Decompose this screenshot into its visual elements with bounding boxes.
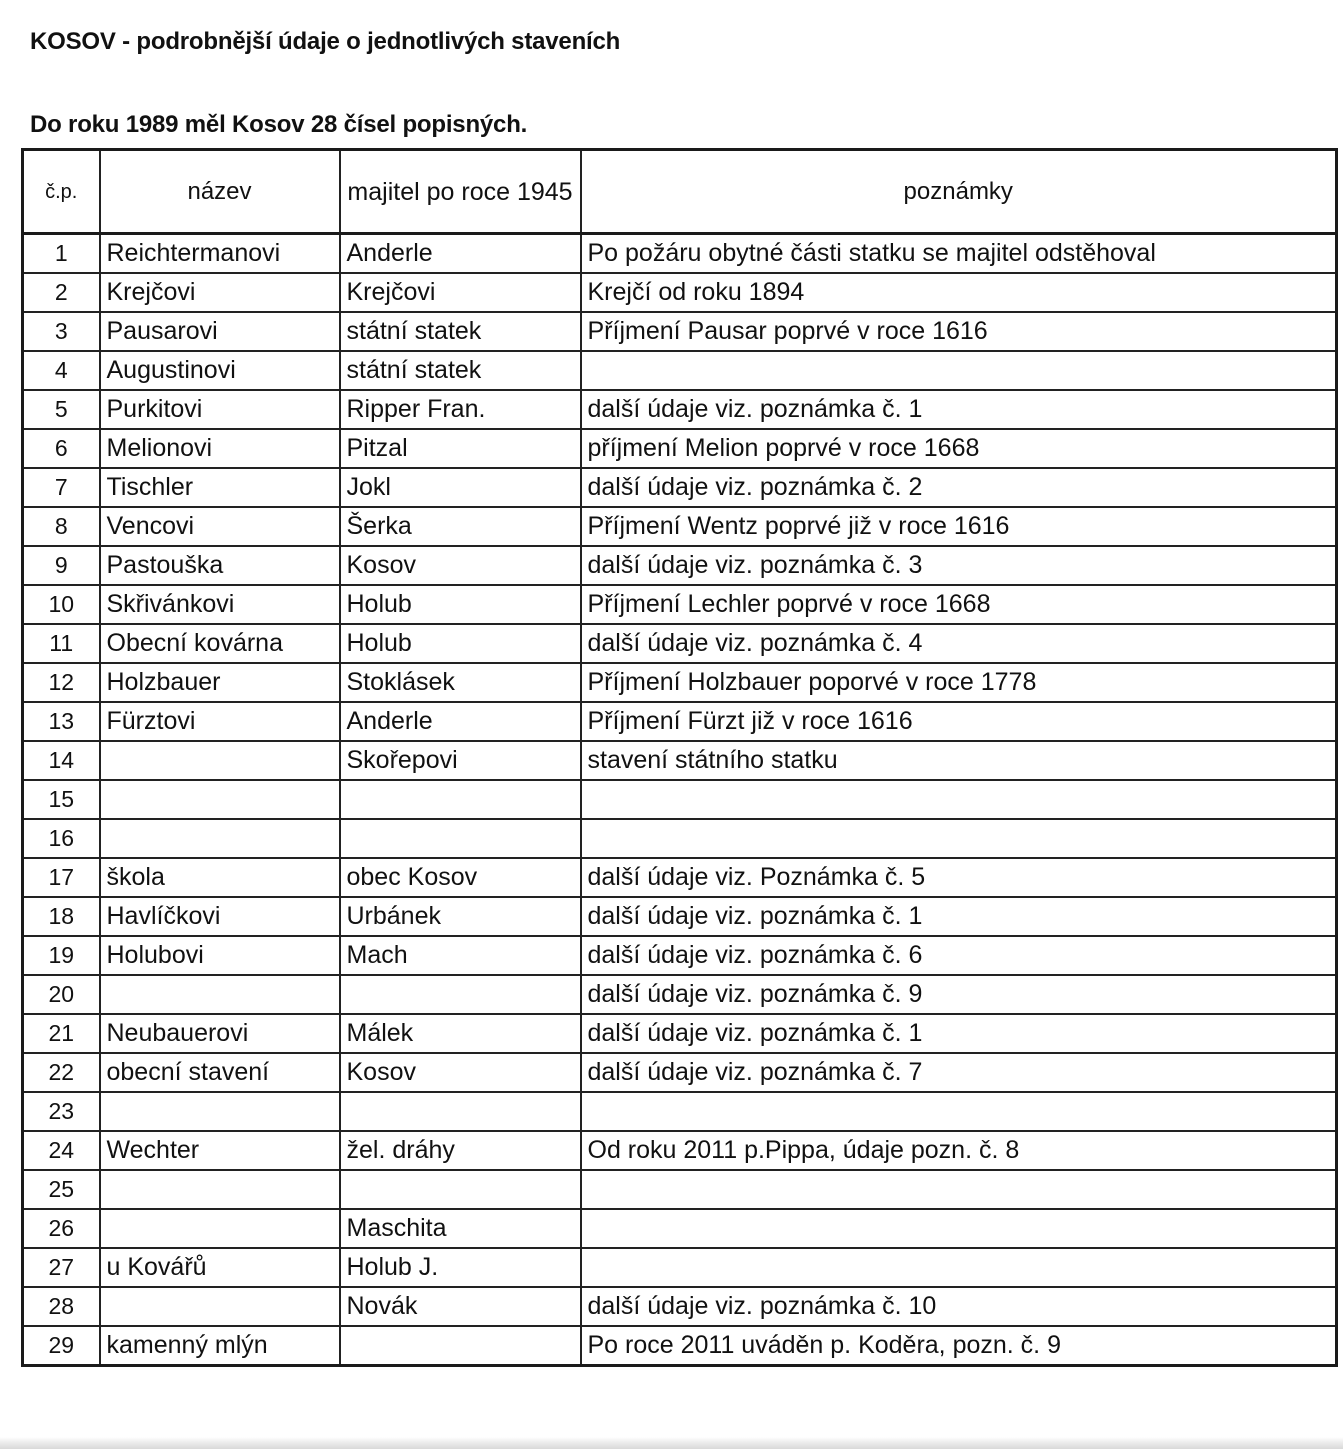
cell-owner xyxy=(340,780,581,819)
cell-owner: Kosov xyxy=(340,1053,581,1092)
cell-notes: Po požáru obytné části statku se majitel odstěhoval xyxy=(581,234,1337,274)
table-row xyxy=(23,1287,1337,1326)
cell-name xyxy=(100,1287,340,1326)
cell-name: u Kovářů xyxy=(100,1248,340,1287)
cell-notes: stavení státního statku xyxy=(581,741,1337,780)
cell-owner: Skořepovi xyxy=(340,741,581,780)
cell-notes: další údaje viz. poznámka č. 10 xyxy=(581,1287,1337,1326)
cell-owner: Urbánek xyxy=(340,897,581,936)
table-row xyxy=(23,507,1337,546)
cell-name xyxy=(100,780,340,819)
cell-notes: Příjmení Lechler poprvé v roce 1668 xyxy=(581,585,1337,624)
cell-cp: 12 xyxy=(23,663,100,702)
table-row xyxy=(23,1131,1337,1170)
cell-notes: Příjmení Holzbauer poporvé v roce 1778 xyxy=(581,663,1337,702)
table-row xyxy=(23,1248,1337,1287)
cell-notes xyxy=(581,819,1337,858)
cell-name: obecní stavení xyxy=(100,1053,340,1092)
table-row xyxy=(23,468,1337,507)
cell-name: Krejčovi xyxy=(100,273,340,312)
cell-name: Wechter xyxy=(100,1131,340,1170)
cell-cp: 27 xyxy=(23,1248,100,1287)
table-row xyxy=(23,858,1337,897)
cell-notes xyxy=(581,1092,1337,1131)
cell-name: škola xyxy=(100,858,340,897)
cell-owner: Novák xyxy=(340,1287,581,1326)
table-row xyxy=(23,351,1337,390)
cell-owner xyxy=(340,1092,581,1131)
cell-name: Holzbauer xyxy=(100,663,340,702)
cell-name: Holubovi xyxy=(100,936,340,975)
table-row xyxy=(23,741,1337,780)
table-row xyxy=(23,1326,1337,1366)
cell-notes: Krejčí od roku 1894 xyxy=(581,273,1337,312)
cell-name: Fürztovi xyxy=(100,702,340,741)
table-body xyxy=(23,234,1337,1366)
table-row xyxy=(23,1209,1337,1248)
cell-cp: 22 xyxy=(23,1053,100,1092)
cell-notes: další údaje viz. poznámka č. 1 xyxy=(581,1014,1337,1053)
column-header-name: název xyxy=(100,150,340,234)
cell-name: Skřivánkovi xyxy=(100,585,340,624)
table-row xyxy=(23,819,1337,858)
cell-notes: další údaje viz. poznámka č. 1 xyxy=(581,390,1337,429)
cell-notes: Příjmení Pausar poprvé v roce 1616 xyxy=(581,312,1337,351)
cell-owner xyxy=(340,1170,581,1209)
table-row xyxy=(23,1014,1337,1053)
cell-name: Purkitovi xyxy=(100,390,340,429)
cell-notes: Příjmení Wentz poprvé již v roce 1616 xyxy=(581,507,1337,546)
cell-name: Reichtermanovi xyxy=(100,234,340,274)
cell-name xyxy=(100,1209,340,1248)
cell-cp: 9 xyxy=(23,546,100,585)
cell-owner: Holub J. xyxy=(340,1248,581,1287)
cell-owner: Anderle xyxy=(340,234,581,274)
table-row xyxy=(23,663,1337,702)
table-row xyxy=(23,1092,1337,1131)
cell-cp: 16 xyxy=(23,819,100,858)
cell-cp: 10 xyxy=(23,585,100,624)
cell-name: Neubauerovi xyxy=(100,1014,340,1053)
cell-cp: 13 xyxy=(23,702,100,741)
cell-notes: další údaje viz. poznámka č. 9 xyxy=(581,975,1337,1014)
cell-owner: Málek xyxy=(340,1014,581,1053)
cell-name: Vencovi xyxy=(100,507,340,546)
cell-cp: 15 xyxy=(23,780,100,819)
page-title: KOSOV - podrobnější údaje o jednotlivých staveních xyxy=(30,28,621,55)
cell-owner: Ripper Fran. xyxy=(340,390,581,429)
cell-owner: státní statek xyxy=(340,312,581,351)
cell-owner: Jokl xyxy=(340,468,581,507)
table-row xyxy=(23,234,1337,274)
cell-cp: 17 xyxy=(23,858,100,897)
table-header xyxy=(23,150,1337,234)
table-row xyxy=(23,429,1337,468)
cell-owner: státní statek xyxy=(340,351,581,390)
cell-cp: 7 xyxy=(23,468,100,507)
cell-notes: další údaje viz. poznámka č. 2 xyxy=(581,468,1337,507)
cell-cp: 6 xyxy=(23,429,100,468)
cell-owner: Šerka xyxy=(340,507,581,546)
cell-notes: Po roce 2011 uváděn p. Koděra, pozn. č. 9 xyxy=(581,1326,1337,1366)
scan-edge xyxy=(0,1437,1343,1449)
column-header-notes: poznámky xyxy=(581,150,1337,234)
cell-owner: Maschita xyxy=(340,1209,581,1248)
table-row xyxy=(23,273,1337,312)
cell-cp: 23 xyxy=(23,1092,100,1131)
cell-notes: další údaje viz. poznámka č. 4 xyxy=(581,624,1337,663)
cell-cp: 14 xyxy=(23,741,100,780)
table-row xyxy=(23,975,1337,1014)
column-header-cp: č.p. xyxy=(23,150,100,234)
table-row xyxy=(23,702,1337,741)
table-row xyxy=(23,1170,1337,1209)
cell-cp: 25 xyxy=(23,1170,100,1209)
cell-owner: Holub xyxy=(340,585,581,624)
cell-cp: 11 xyxy=(23,624,100,663)
table-row xyxy=(23,312,1337,351)
cell-cp: 1 xyxy=(23,234,100,274)
cell-owner: Mach xyxy=(340,936,581,975)
table-row xyxy=(23,546,1337,585)
cell-notes xyxy=(581,780,1337,819)
cell-notes xyxy=(581,1209,1337,1248)
cell-name xyxy=(100,741,340,780)
cell-cp: 21 xyxy=(23,1014,100,1053)
cell-owner xyxy=(340,1326,581,1366)
cell-owner: žel. dráhy xyxy=(340,1131,581,1170)
cell-notes: Příjmení Fürzt již v roce 1616 xyxy=(581,702,1337,741)
cell-notes xyxy=(581,351,1337,390)
cell-notes xyxy=(581,1170,1337,1209)
cell-name: kamenný mlýn xyxy=(100,1326,340,1366)
cell-owner: Stoklásek xyxy=(340,663,581,702)
cell-cp: 5 xyxy=(23,390,100,429)
cell-cp: 29 xyxy=(23,1326,100,1366)
cell-owner xyxy=(340,975,581,1014)
header-row xyxy=(23,150,1337,234)
table-row xyxy=(23,780,1337,819)
cell-notes: příjmení Melion poprvé v roce 1668 xyxy=(581,429,1337,468)
cell-cp: 8 xyxy=(23,507,100,546)
cell-notes: další údaje viz. Poznámka č. 5 xyxy=(581,858,1337,897)
cell-owner: Pitzal xyxy=(340,429,581,468)
cell-name: Melionovi xyxy=(100,429,340,468)
cell-owner: Holub xyxy=(340,624,581,663)
cell-name: Tischler xyxy=(100,468,340,507)
table-row xyxy=(23,1053,1337,1092)
cell-name xyxy=(100,975,340,1014)
cell-cp: 2 xyxy=(23,273,100,312)
cell-cp: 4 xyxy=(23,351,100,390)
cell-notes: Od roku 2011 p.Pippa, údaje pozn. č. 8 xyxy=(581,1131,1337,1170)
cell-name: Pastouška xyxy=(100,546,340,585)
page-subtitle: Do roku 1989 měl Kosov 28 čísel popisných. xyxy=(30,111,528,138)
cell-cp: 28 xyxy=(23,1287,100,1326)
cell-owner xyxy=(340,819,581,858)
table-row xyxy=(23,897,1337,936)
cell-owner: obec Kosov xyxy=(340,858,581,897)
cell-name xyxy=(100,1170,340,1209)
cell-cp: 3 xyxy=(23,312,100,351)
cell-notes: další údaje viz. poznámka č. 1 xyxy=(581,897,1337,936)
cell-owner: Kosov xyxy=(340,546,581,585)
cell-name: Havlíčkovi xyxy=(100,897,340,936)
cell-notes: další údaje viz. poznámka č. 3 xyxy=(581,546,1337,585)
column-header-owner: majitel po roce 1945 xyxy=(340,150,581,234)
cell-name xyxy=(100,819,340,858)
cell-name: Pausarovi xyxy=(100,312,340,351)
cell-cp: 20 xyxy=(23,975,100,1014)
cell-owner: Krejčovi xyxy=(340,273,581,312)
table-row xyxy=(23,936,1337,975)
cell-notes: další údaje viz. poznámka č. 7 xyxy=(581,1053,1337,1092)
cell-name: Augustinovi xyxy=(100,351,340,390)
cell-cp: 18 xyxy=(23,897,100,936)
table-row xyxy=(23,390,1337,429)
cell-notes xyxy=(581,1248,1337,1287)
cell-cp: 26 xyxy=(23,1209,100,1248)
cell-name xyxy=(100,1092,340,1131)
cell-cp: 24 xyxy=(23,1131,100,1170)
buildings-table xyxy=(21,148,1338,1367)
cell-name: Obecní kovárna xyxy=(100,624,340,663)
table-row xyxy=(23,585,1337,624)
table-row xyxy=(23,624,1337,663)
cell-cp: 19 xyxy=(23,936,100,975)
cell-notes: další údaje viz. poznámka č. 6 xyxy=(581,936,1337,975)
cell-owner: Anderle xyxy=(340,702,581,741)
